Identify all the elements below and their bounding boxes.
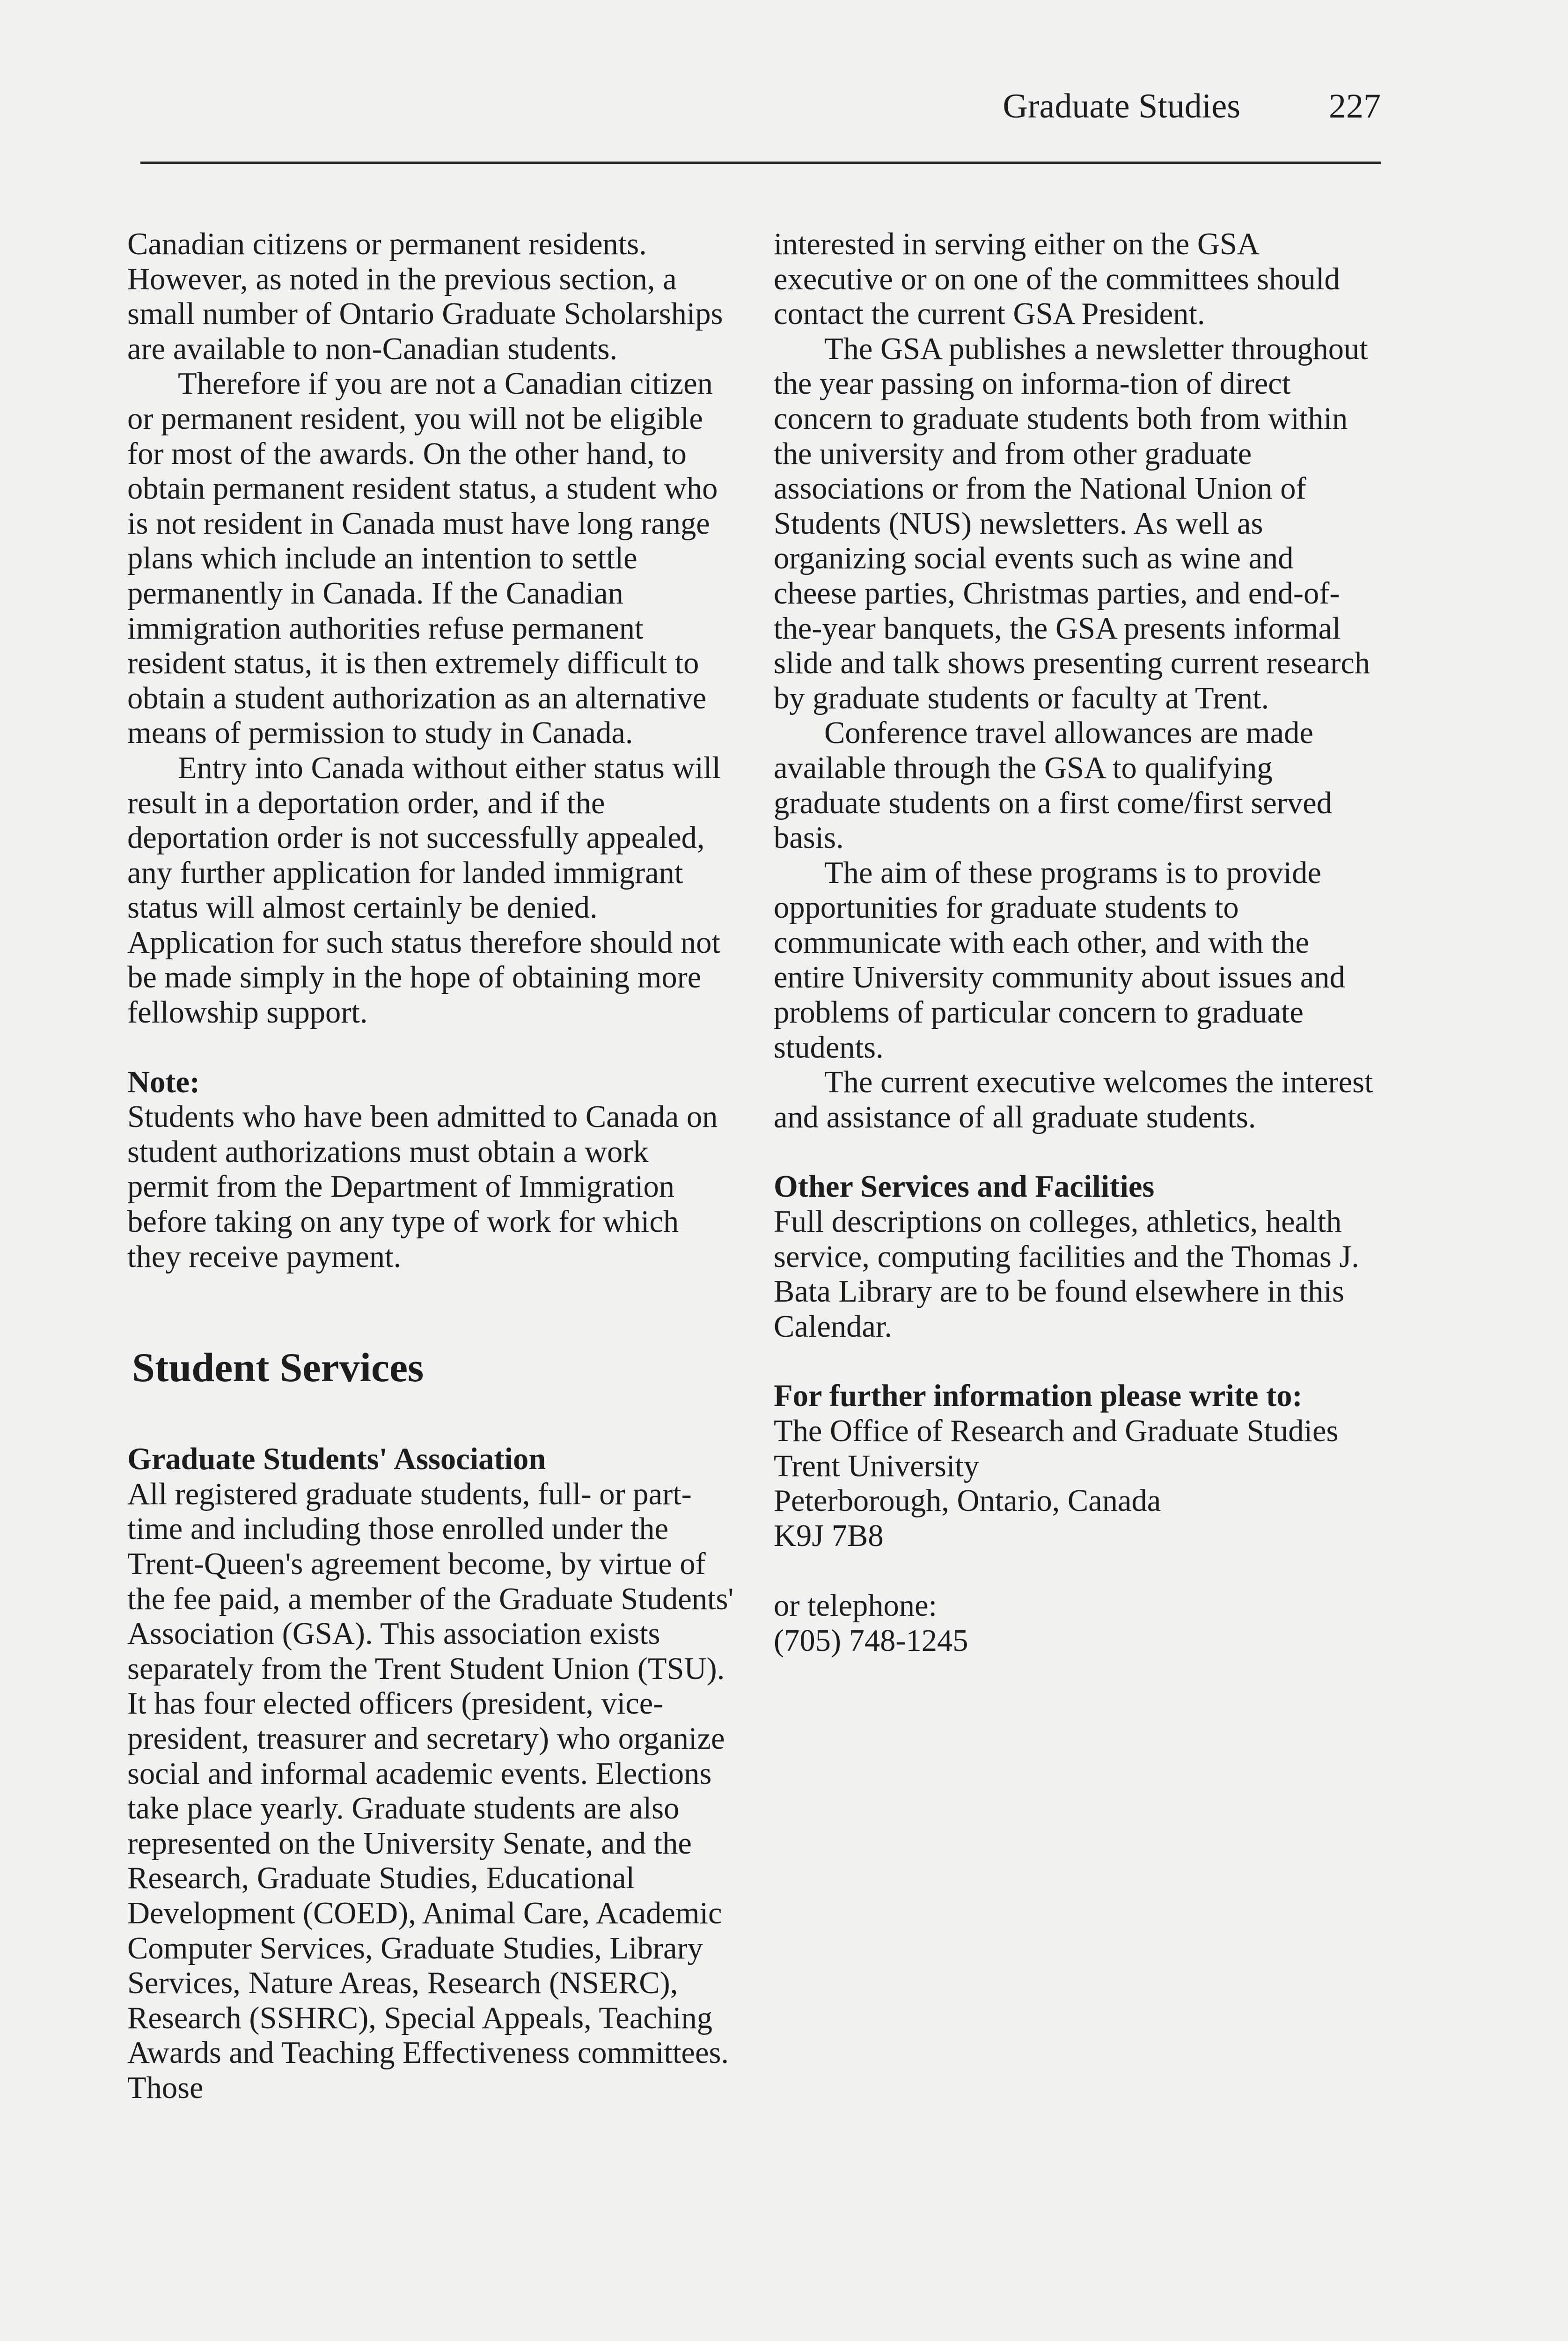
paragraph: Canadian citizens or permanent residents. However, as noted in the previous section, a small number of Ontario Graduate Scholarships are available to non-Canadian students.: [127, 227, 723, 366]
running-header: [140, 84, 1381, 136]
paragraph: The current executive welcomes the interest and assistance of all graduate students.: [774, 1065, 1373, 1134]
paragraph: interested in serving either on the GSA executive or on one of the committees should contact the current GSA President.: [774, 227, 1340, 331]
address-line: The Office of Research and Graduate Studies: [774, 1414, 1339, 1448]
spacer: [774, 1553, 1382, 1589]
subsection-heading: Other Services and Facilities: [774, 1170, 1155, 1204]
paragraph: Full descriptions on colleges, athletics, health service, computing facilities and the Thomas J. Bata Library are to be found elsewhere in this Calendar.: [774, 1205, 1359, 1344]
phone-label: or telephone:: [774, 1588, 937, 1623]
subsection-heading: Graduate Students' Association: [127, 1442, 546, 1477]
address-line: K9J 7B8: [774, 1518, 884, 1553]
paragraph: Entry into Canada without either status will result in a deportation order, and if the deportation order is not successfully appealed, any further application for landed immigrant status will almost certainly be denied. Application for such status therefore should not be made simply in the hope of obtaining more fellowship support.: [127, 751, 721, 1030]
contact-heading: For further information please write to:: [774, 1379, 1303, 1413]
section-heading: Student Services: [132, 1345, 424, 1391]
phone-number: (705) 748-1245: [774, 1623, 968, 1658]
note-heading: Note:: [127, 1065, 200, 1099]
address-line: Peterborough, Ontario, Canada: [774, 1484, 1161, 1518]
paragraph: Conference travel allowances are made available through the GSA to qualifying graduate students on a first come/first served basis.: [774, 716, 1332, 855]
paragraph: The aim of these programs is to provide opportunities for graduate students to communicate with each other, and with the entire University community about issues and problems of particular concern to graduate students.: [774, 855, 1345, 1065]
address-line: Trent University: [774, 1449, 980, 1483]
right-column: [774, 227, 1382, 1658]
header-section-title: Graduate Studies: [1003, 87, 1240, 125]
contact-address: [774, 1414, 1382, 1553]
note-body: Students who have been admitted to Canada on student authorizations must obtain a work permit from the Department of Immigration before taking on any type of work for which they receive payment.: [127, 1100, 718, 1274]
paragraph: All registered graduate students, full- or part-time and including those enrolled under the Trent-Queen's agreement become, by virtue of the fee paid, a member of the Graduate Students' Association (GSA). This association exists separately from the Trent Student Union (TSU). It has four elected officers (president, vice-president, treasurer and secretary) who organize social and informal academic events. Elections take place yearly. Graduate students are also represented on the University Senate, and the Research, Graduate Studies, Educational Development (COED), Animal Care, Academic Computer Services, Graduate Studies, Library Services, Nature Areas, Research (NSERC), Research (SSHRC), Special Appeals, Teaching Awards and Teaching Effectiveness committees. Those: [127, 1477, 734, 2105]
page-number: 227: [1329, 87, 1381, 125]
left-column: [127, 227, 736, 2106]
paragraph: The GSA publishes a newsletter throughout the year passing on informa-tion of direct concern to graduate students both from within the university and from other graduate associations or from the National Union of Students (NUS) newsletters. As well as organizing social events such as wine and cheese parties, Christmas parties, and end-of-the-year banquets, the GSA presents informal slide and talk shows presenting current research by graduate students or faculty at Trent.: [774, 331, 1370, 715]
header-rule: [140, 162, 1381, 164]
paragraph: Therefore if you are not a Canadian citizen or permanent resident, you will not be eligible for most of the awards. On the other hand, to obtain permanent resident status, a student who is not resident in Canada must have long range plans which include an intention to settle permanently in Canada. If the Canadian immigration authorities refuse permanent resident status, it is then extremely difficult to obtain a student authorization as an alternative means of permission to study in Canada.: [127, 367, 718, 751]
